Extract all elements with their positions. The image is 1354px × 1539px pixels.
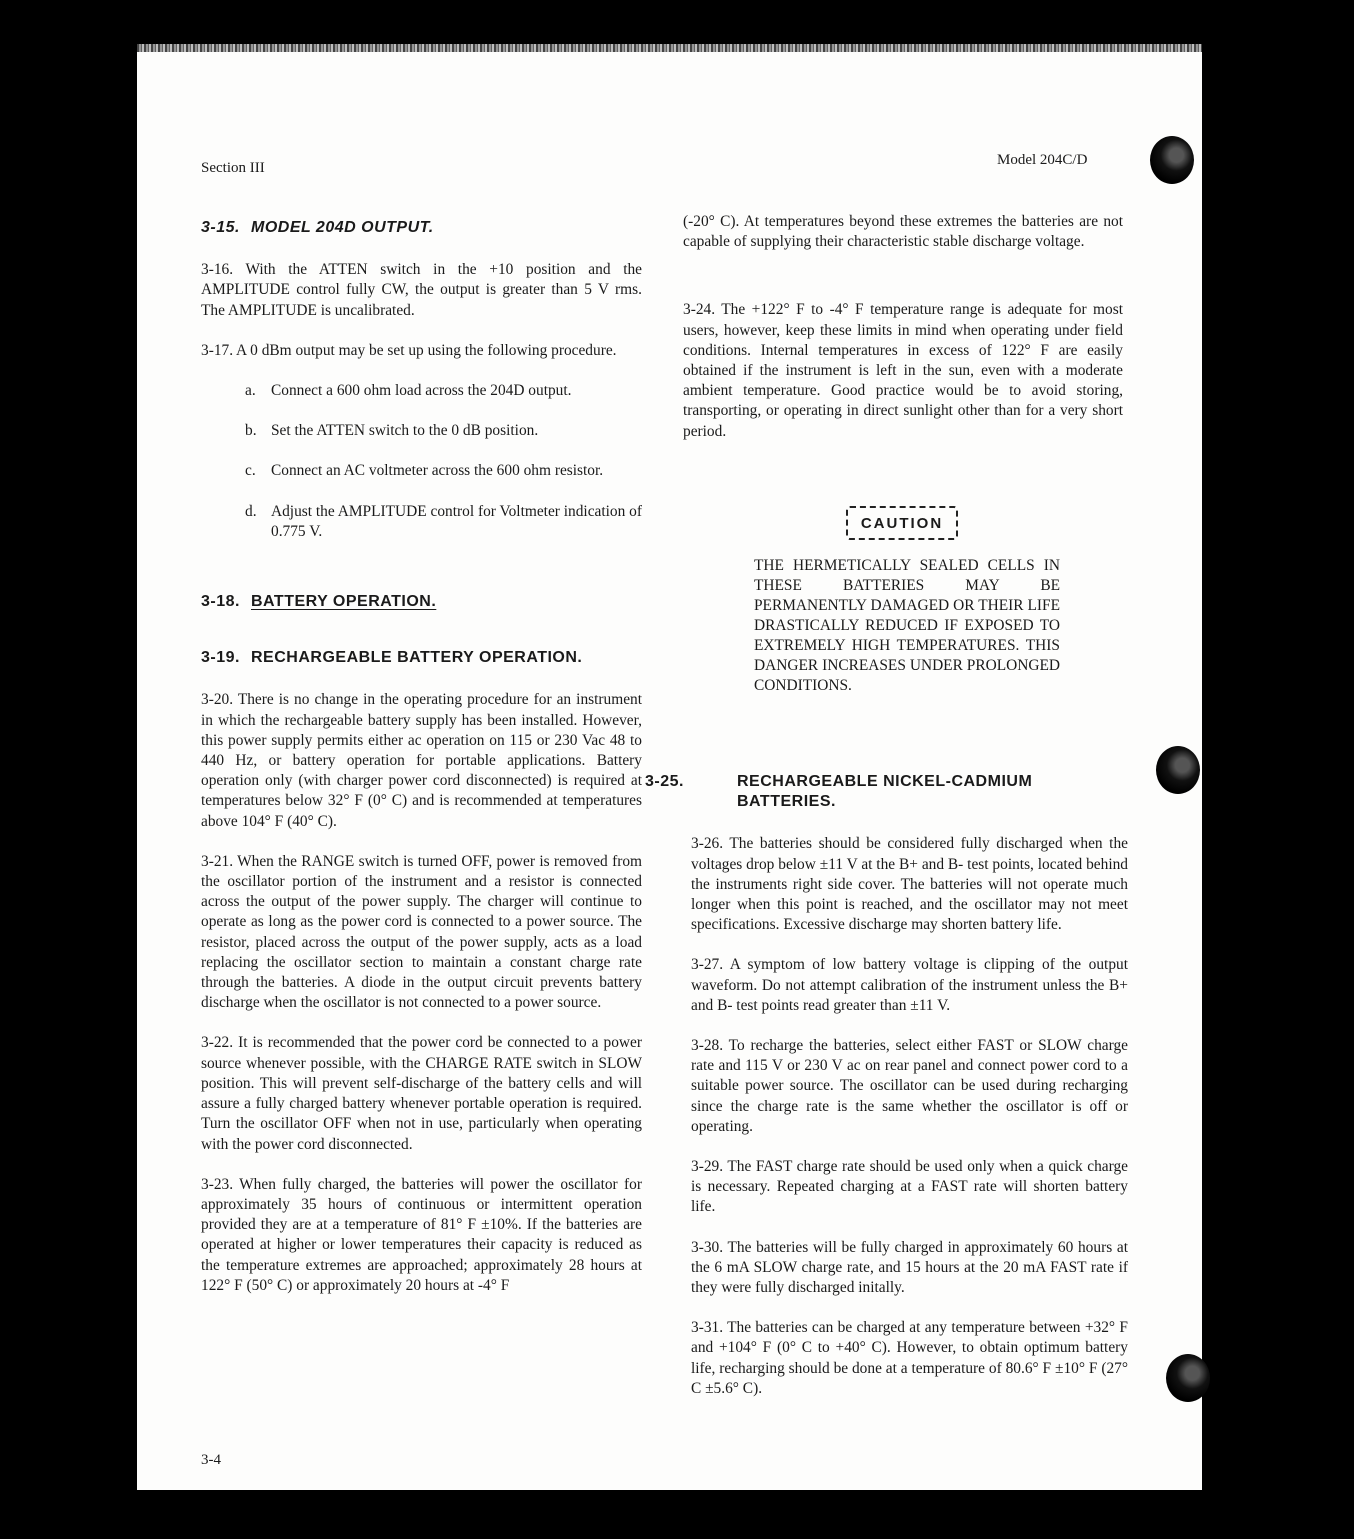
section-label: Section III: [201, 160, 265, 176]
procedure-steps: [245, 381, 642, 542]
punch-hole-middle: [1156, 746, 1200, 794]
model-label: Model 204C/D: [997, 152, 1088, 168]
para-3-23: 3-23. When fully charged, the batteries will power the oscillator for approximately 35 hours of continuous or intermittent operation provided they are at a temperature of 81° F ±10%. If the batteries are operated at higher or lower temperatures their capacity is reduced as the temperature extremes are approached; approximately 28 hours at 122° F (50° C) or approximately 20 hours at -4° F: [201, 1175, 642, 1294]
para-3-16: 3-16. With the ATTEN switch in the +10 position and the AMPLITUDE control fully CW, the output is greater than 5 V rms. The AMPLITUDE is uncalibrated.: [201, 261, 642, 319]
right-column-top: [683, 212, 1123, 462]
step-a: a. Connect a 600 ohm load across the 204D output.: [245, 382, 572, 400]
heading-3-15: 3-15. MODEL 204D OUTPUT.: [201, 219, 434, 236]
caution-text: THE HERMETICALLY SEALED CELLS IN THESE BATTERIES MAY BE PERMANENTLY DAMAGED OR THEIR LIFE DRASTICALLY REDUCED IF EXPOSED TO EXTREMELY HIGH TEMPERATURES. THIS DANGER INCREASES UNDER PROLONGED CONDITIONS.: [754, 557, 1060, 694]
para-3-29: 3-29. The FAST charge rate should be used only when a quick charge is necessary. Repeated charging at a FAST rate will shorten battery life.: [691, 1158, 1128, 1216]
caution-box: CAUTION: [846, 506, 958, 540]
step-c: c. Connect an AC voltmeter across the 600 ohm resistor.: [245, 462, 604, 480]
step-d: d. Adjust the AMPLITUDE control for Voltmeter indication of 0.775 V.: [245, 502, 642, 540]
step-b: b. Set the ATTEN switch to the 0 dB position.: [245, 422, 539, 440]
para-3-31: 3-31. The batteries can be charged at any temperature between +32° F and +104° F (0° C to +40° C). However, to obtain optimum battery life, recharging should be done at a temperature of 80.6° F ±10° F (27° C ±5.6° C).: [691, 1319, 1128, 1397]
para-3-20: 3-20. There is no change in the operating procedure for an instrument in which the rechargeable battery supply has been installed. However, this power supply permits either ac operation on 115 or 230 Vac 48 to 440 Hz, or battery operation for portable applications. Battery operation only (with charger power cord disconnected) is required at temperatures below 32° F (0° C) and is recommended at temperatures above 104° F (40° C).: [201, 691, 642, 830]
page-number: 3-4: [201, 1452, 221, 1468]
para-3-30: 3-30. The batteries will be fully charged in approximately 60 hours at the 6 mA SLOW charge rate, and 15 hours at the 20 mA FAST rate if they were fully discharged initally.: [691, 1238, 1128, 1297]
heading-3-18: 3-18. BATTERY OPERATION.: [201, 593, 437, 611]
punch-hole-bottom: [1166, 1354, 1210, 1402]
left-column: [201, 218, 642, 1316]
para-3-27: 3-27. A symptom of low battery voltage is clipping of the output waveform. Do not attempt calibration of the instrument unless the B+ and B- test points read greater than ±11 V.: [691, 956, 1128, 1014]
heading-3-19: 3-19. RECHARGEABLE BATTERY OPERATION.: [201, 649, 583, 667]
para-3-28: 3-28. To recharge the batteries, select either FAST or SLOW charge rate and 115 V or 230 V ac on rear panel and connect power cord to a suitable power source. The oscillator can be used during recharging since the charge rate is the same whether the oscillator is off or operating.: [691, 1037, 1128, 1135]
para-3-21: 3-21. When the RANGE switch is turned OFF, power is removed from the oscillator portion of the instrument and a resistor is connected across the output of the power supply. The charger will continue to operate as long as the power cord is connected to a power source. The resistor, placed across the output of the power supply, acts as a load replacing the oscillator section to maintain a constant charge rate through the batteries. A diode in the output circuit prevents battery discharge when the oscillator is not connected to a power source.: [201, 852, 642, 1012]
para-3-24: 3-24. The +122° F to -4° F temperature range is adequate for most users, however, keep these limits in mind when operating under field conditions. Internal temperatures in excess of 122° F are easily obtained if the instrument is left in the sun, even with a moderate ambient temperature. Good practice would be to avoid storing, transporting, or operating in direct sunlight other than for a very short period.: [683, 301, 1123, 440]
punch-hole-top: [1150, 136, 1194, 184]
para-3-22: 3-22. It is recommended that the power cord be connected to a power source whenever possible, with the CHARGE RATE switch in SLOW position. This will prevent self-discharge of the battery cells and will assure a fully charged battery whenever portable operation is required. Turn the oscillator OFF when not in use, particularly when operating with the power cord disconnected.: [201, 1034, 642, 1153]
heading-3-25: 3-25. RECHARGEABLE NICKEL-CADMIUM BATTERIES.: [645, 773, 1033, 811]
para-continued: (-20° C). At temperatures beyond these extremes the batteries are not capable of supplying their characteristic stable discharge voltage.: [683, 213, 1123, 251]
para-3-17: 3-17. A 0 dBm output may be set up using the following procedure.: [201, 341, 617, 359]
para-3-26: 3-26. The batteries should be considered fully discharged when the voltages drop below ±11 V at the B+ and B- test points, located behind the instruments right side cover. The batteries will not operate much longer when this point is reached, and the oscillator may not meet specifications. Excessive discharge may shorten battery life.: [691, 835, 1128, 934]
right-column-bottom: [645, 772, 1128, 1419]
